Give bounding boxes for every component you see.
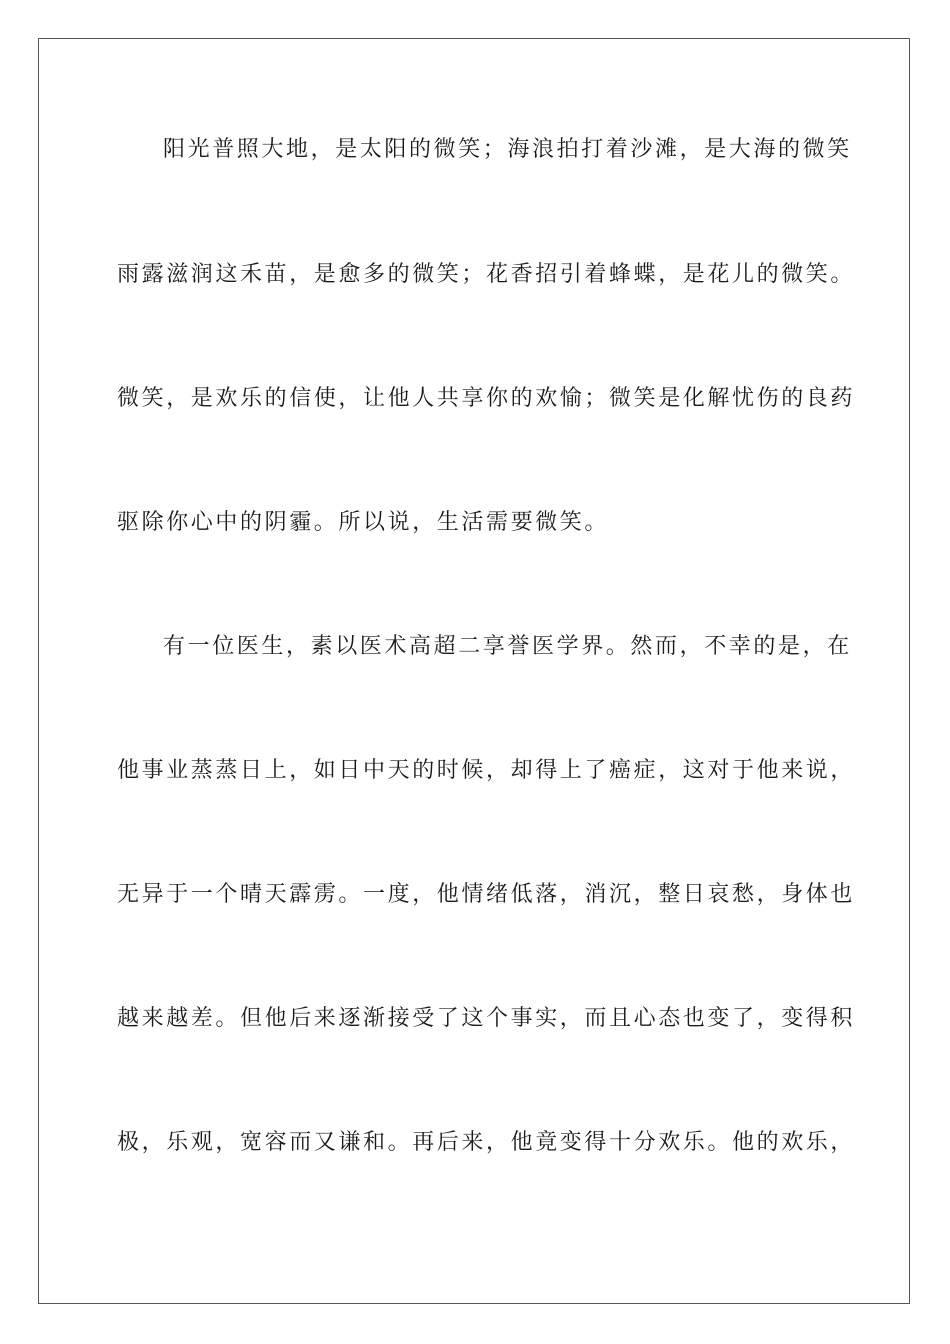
paragraph-2-line-3: 无异于一个晴天霹雳。一度，他情绪低落，消沉，整日哀愁，身体也	[117, 882, 856, 907]
paragraph-1-line-3: 微笑，是欢乐的信使，让他人共享你的欢愉；微笑是化解忧伤的良药	[117, 386, 856, 411]
paragraph-1-line-2: 雨露滋润这禾苗，是愈多的微笑；花香招引着蜂蝶，是花儿的微笑。	[117, 262, 856, 287]
paragraph-1-line-4: 驱除你心中的阴霾。所以说，生活需要微笑。	[117, 510, 610, 535]
paragraph-2-line-2: 他事业蒸蒸日上，如日中天的时候，却得上了癌症，这对于他来说，	[117, 758, 856, 783]
paragraph-2-line-4: 越来越差。但他后来逐渐接受了这个事实，而且心态也变了，变得积	[117, 1006, 856, 1031]
paragraph-2-line-5: 极，乐观，宽容而又谦和。再后来，他竟变得十分欢乐。他的欢乐，	[117, 1130, 856, 1155]
paragraph-2-line-1: 有一位医生，素以医术高超二享誉医学界。然而，不幸的是，在	[163, 634, 852, 659]
page-frame	[38, 38, 910, 1304]
paragraph-1-line-1: 阳光普照大地，是太阳的微笑；海浪拍打着沙滩，是大海的微笑	[163, 137, 852, 162]
